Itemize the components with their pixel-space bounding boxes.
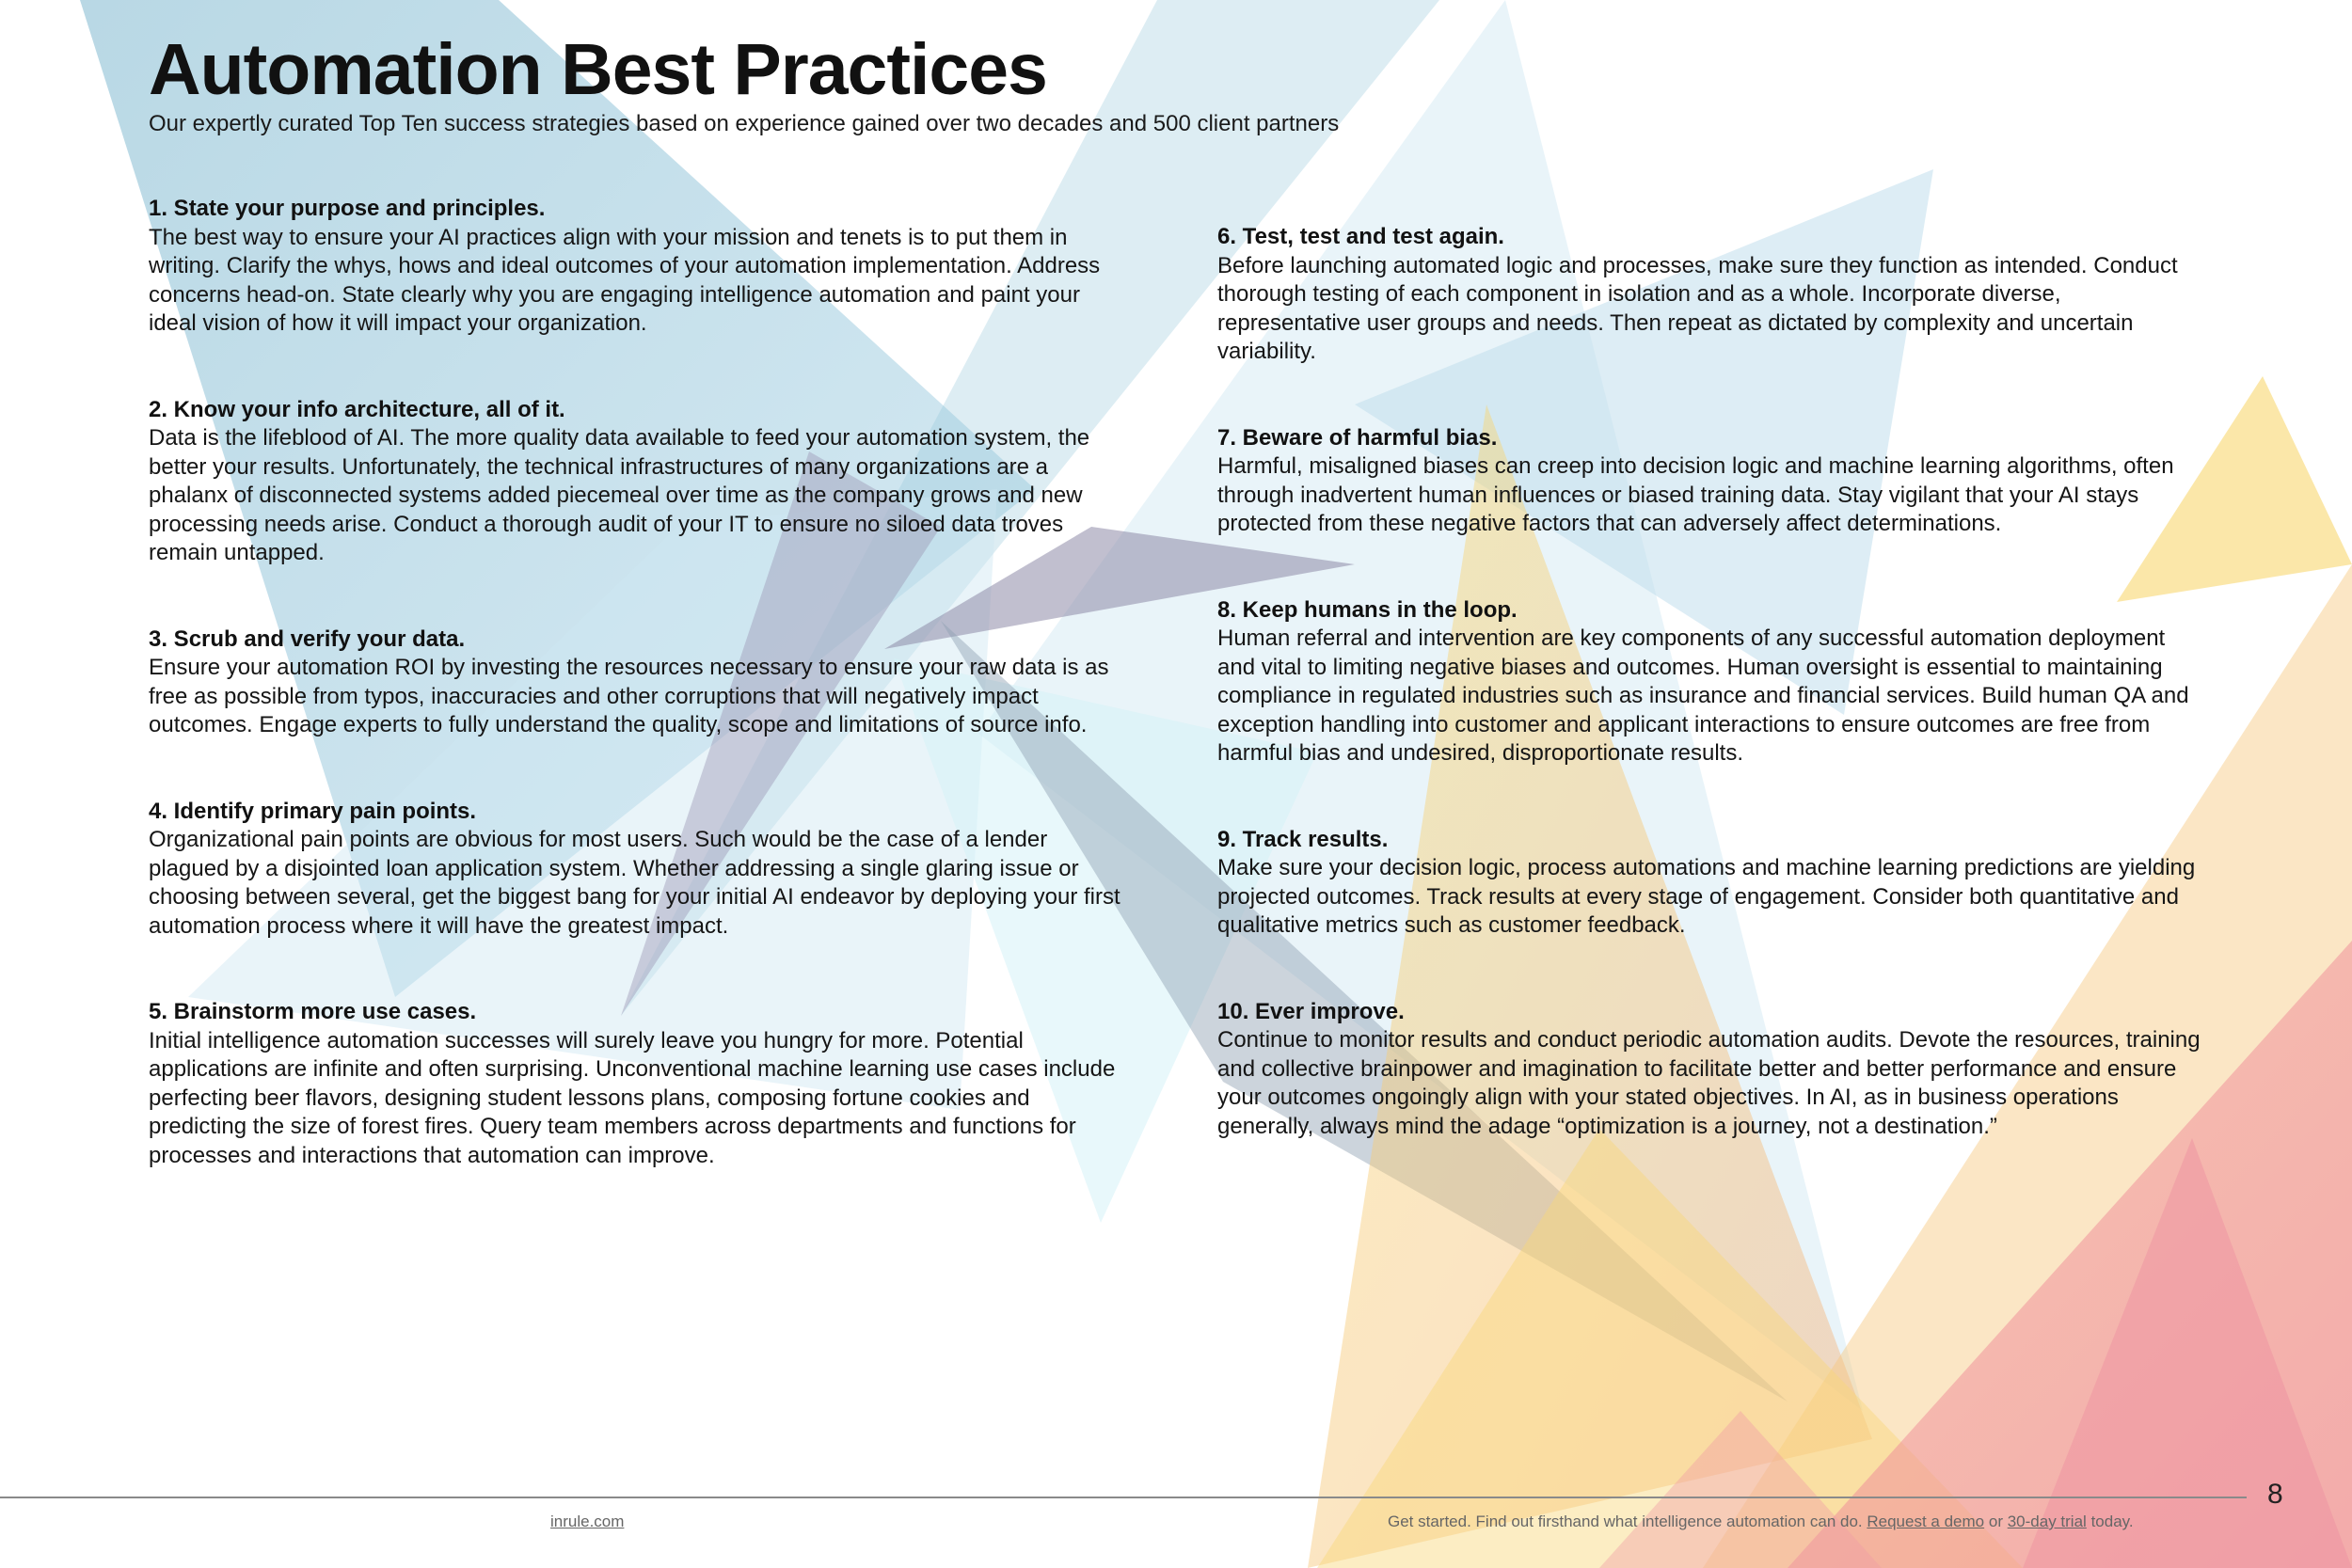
practice-heading: 9. Track results. xyxy=(1217,826,1389,852)
practice-heading: 8. Keep humans in the loop. xyxy=(1217,596,1518,623)
practice-body: Harmful, misaligned biases can creep into decision logic and machine learning algorithms, often through inadvertent human influences or biased training data. Stay vigilant that your AI stays protected from these negative factors that can adversely affect determinations. xyxy=(1217,453,2174,536)
practice-item xyxy=(149,626,1132,740)
practice-body: Human referral and intervention are key components of any successful automation deployment and vital to limiting negative biases and outcomes. Human oversight is essential to maintaining compliance in regulated industries such as insurance and financial services. Build human QA and exception handling into customer and applicant interactions to ensure outcomes are free from harmful bias and undesired, disproportionate results. xyxy=(1217,626,2189,766)
practice-body: Ensure your automation ROI by investing the resources necessary to ensure your raw data is as free as possible from typos, inaccuracies and other corruptions that will negatively impact outcomes. Engage experts to fully understand the quality, scope and limitations of source info. xyxy=(149,655,1109,737)
practice-body: Organizational pain points are obvious for most users. Such would be the case of a lender plagued by a disjointed loan application system. Whether addressing a single glaring issue or choosing between several, get the biggest bang for your initial AI endeavor by deploying your first automation process where it will have the greatest impact. xyxy=(149,827,1120,939)
practice-body: Make sure your decision logic, process automations and machine learning predictions are yielding projected outcomes. Track results at every stage of engagement. Consider both quantitative and qualitative metrics such as customer feedback. xyxy=(1217,855,2196,938)
practice-item xyxy=(1217,596,2205,768)
practices-left-column xyxy=(149,195,1132,1227)
cta-or: or xyxy=(1988,1513,2003,1530)
practice-item xyxy=(149,998,1132,1170)
trial-link[interactable]: 30-day trial xyxy=(2007,1513,2087,1530)
practice-item xyxy=(1217,998,2205,1142)
practice-body: Data is the lifeblood of AI. The more quality data available to feed your automation system, the better your results. Unfortunately, the technical infrastructures of many organizations are a phalanx of disconnected systems added piecemeal over time as the company grows and new processing needs arise. Conduct a thorough audit of your IT to ensure no siloed data troves remain untapped. xyxy=(149,425,1090,565)
practice-heading: 6. Test, test and test again. xyxy=(1217,224,1504,249)
practice-body: Before launching automated logic and processes, make sure they function as intended. Conduct thorough testing of each component in isolation and as a whole. Incorporate diverse, representative user groups and needs. Then repeat as dictated by complexity and uncertain variability. xyxy=(1217,252,2178,364)
practices-right-column xyxy=(1217,223,2205,1198)
footer-divider xyxy=(0,1497,2247,1498)
practice-heading: 3. Scrub and verify your data. xyxy=(149,626,466,652)
practice-item xyxy=(1217,826,2205,941)
website-link[interactable]: inrule.com xyxy=(550,1513,625,1530)
practice-item xyxy=(1217,424,2205,539)
footer-call-to-action xyxy=(1388,1513,2134,1531)
cta-suffix: today. xyxy=(2090,1513,2134,1530)
practice-heading: 4. Identify primary pain points. xyxy=(149,798,477,824)
practice-heading: 7. Beware of harmful bias. xyxy=(1217,424,1498,451)
page-subtitle: Our expertly curated Top Ten success strategies based on experience gained over two decades and 500 client partners xyxy=(149,111,1340,136)
practice-heading: 1. State your purpose and principles. xyxy=(149,196,546,221)
practice-body: Initial intelligence automation successes will surely leave you hungry for more. Potential applications are infinite and often surprising. Unconventional machine learning use cases include perfecting beer flavors, designing student lessons plans, composing fortune cookies and predicting the size of forest fires. Query team members across departments and functions for processes and interactions that automation can improve. xyxy=(149,1027,1116,1168)
cta-prefix: Get started. Find out firsthand what intelligence automation can do. xyxy=(1388,1513,1863,1530)
practice-heading: 2. Know your info architecture, all of it. xyxy=(149,396,565,422)
practice-body: Continue to monitor results and conduct periodic automation audits. Devote the resources, training and collective brainpower and imagination to facilitate better and better performance and ensure your outcomes ongoingly align with your stated objectives. In AI, as in business operations generally, always mind the adage “optimization is a journey, not a destination.” xyxy=(1217,1027,2201,1139)
practice-body: The best way to ensure your AI practices align with your mission and tenets is to put them in writing. Clarify the whys, hows and ideal outcomes of your automation implementation. Address concerns head-on. State clearly why you are engaging intelligence automation and paint your ideal vision of how it will impact your organization. xyxy=(149,224,1101,336)
practice-item xyxy=(1217,223,2205,367)
page-number: 8 xyxy=(2267,1479,2283,1510)
page-title: Automation Best Practices xyxy=(149,29,1047,110)
practice-item xyxy=(149,195,1132,339)
request-demo-link[interactable]: Request a demo xyxy=(1867,1513,1985,1530)
practice-item xyxy=(149,798,1132,942)
practice-heading: 10. Ever improve. xyxy=(1217,998,1405,1024)
practice-heading: 5. Brainstorm more use cases. xyxy=(149,999,477,1024)
practice-item xyxy=(149,396,1132,568)
